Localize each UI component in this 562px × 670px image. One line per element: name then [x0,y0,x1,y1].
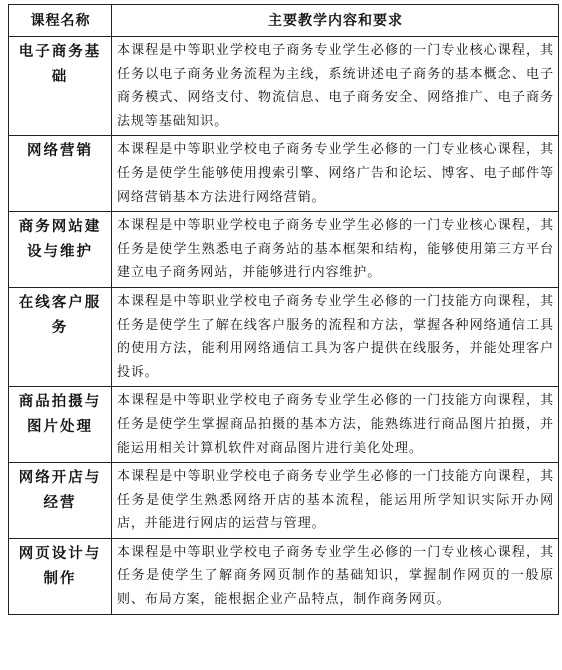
table-row [9,212,559,288]
table-row [9,387,559,463]
course-name: 电子商务基础 [9,37,112,136]
course-description: 本课程是中等职业学校电子商务专业学生必修的一门专业核心课程，其任务是使学生熟悉电子商务站的基本框架和结构，能够使用第三方平台建立电子商务网站，并能够进行内容维护。 [112,212,559,288]
table-row [9,136,559,212]
course-description: 本课程是中等职业学校电子商务专业学生必修的一门专业核心课程，其任务是使学生了解商务网页制作的基础知识，掌握制作网页的一般原则、布局方案，能根据企业产品特点，制作商务网页。 [112,538,559,614]
course-name: 商品拍摄与图片处理 [9,387,112,463]
course-description: 本课程是中等职业学校电子商务专业学生必修的一门技能方向课程，其任务是使学生掌握商品拍摄的基本方法，能熟练进行商品图片拍摄，并能运用相关计算机软件对商品图片进行美化处理。 [112,387,559,463]
header-course-name: 课程名称 [9,5,112,37]
table-row [9,538,559,614]
course-description: 本课程是中等职业学校电子商务专业学生必修的一门技能方向课程，其任务是使学生了解在线客户服务的流程和方法，掌握各种网络通信工具的使用方法，能利用网络通信工具为客户提供在线服务，并能处理客户投诉。 [112,287,559,386]
course-table [8,4,559,615]
table-row [9,463,559,539]
course-name: 在线客户服务 [9,287,112,386]
table-row [9,37,559,136]
course-name: 网页设计与制作 [9,538,112,614]
header-teaching-content: 主要教学内容和要求 [112,5,559,37]
table-header-row [9,5,559,37]
course-description: 本课程是中等职业学校电子商务专业学生必修的一门专业核心课程，其任务是使学生能够使用搜索引擎、网络广告和论坛、博客、电子邮件等网络营销基本方法进行网络营销。 [112,136,559,212]
course-name: 网络营销 [9,136,112,212]
course-name: 网络开店与经营 [9,463,112,539]
course-description: 本课程是中等职业学校电子商务专业学生必修的一门技能方向课程，其任务是使学生熟悉网络开店的基本流程，能运用所学知识实际开办网店，并能进行网店的运营与管理。 [112,463,559,539]
course-name: 商务网站建设与维护 [9,212,112,288]
course-description: 本课程是中等职业学校电子商务专业学生必修的一门专业核心课程，其任务以电子商务业务流程为主线，系统讲述电子商务的基本概念、电子商务模式、网络支付、物流信息、电子商务安全、网络推广、电子商务法规等基础知识。 [112,37,559,136]
table-row [9,287,559,386]
